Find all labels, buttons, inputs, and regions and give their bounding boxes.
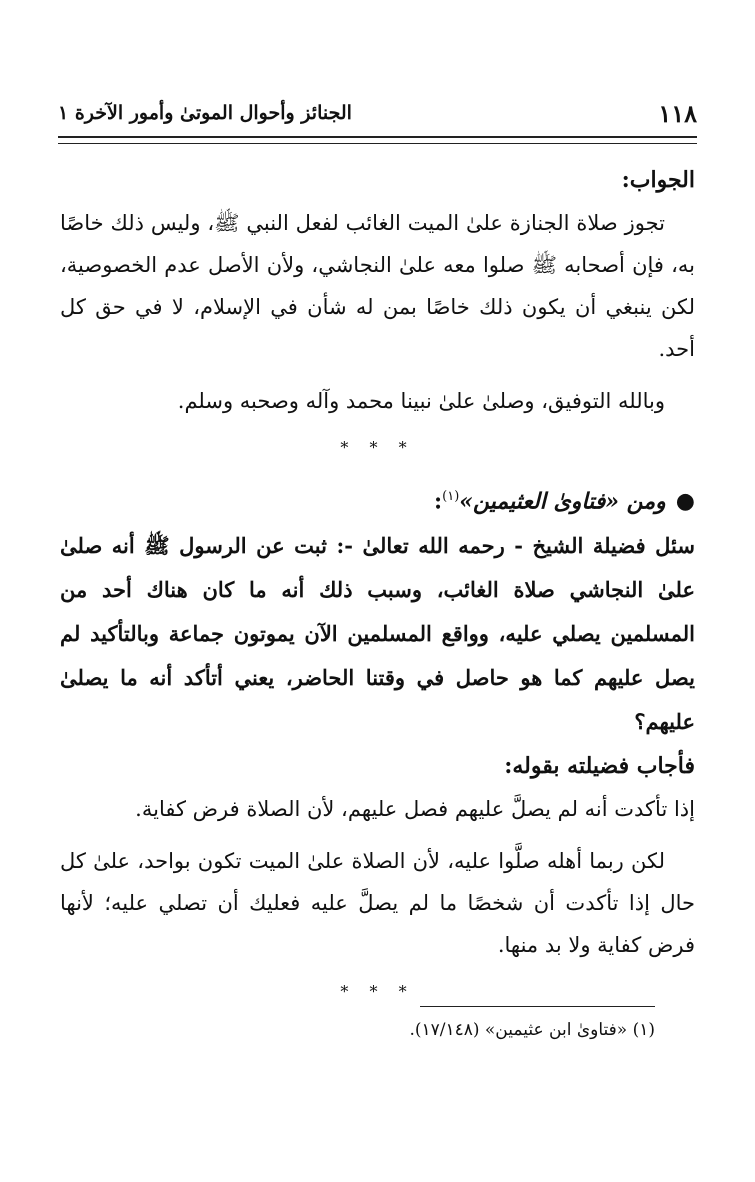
page-number: ١١٨ — [658, 98, 697, 128]
bullet-icon: ● — [675, 488, 695, 515]
running-title: الجنائز وأحوال الموتىٰ وأمور الآخرة ١ — [58, 102, 352, 124]
response-heading: فأجاب فضيلته بقوله: — [504, 753, 695, 780]
question-text: سئل فضيلة الشيخ - رحمه الله تعالىٰ -: ثبت عن الرسول ﷺ أنه صلىٰ علىٰ النجاشي صلاة الغائب، وسبب ذلك أنه ما كان هناك أحد من المسلمين يصلي عليه، وواقع المسلمين الآن يموتون جماعة وبالتأكيد لم يصل عليهم كما هو حاصل في وقتنا الحاضر، يعني أتأكد أنه ما يصلىٰ عليهم؟ — [60, 533, 695, 735]
response-paragraph-2: لكن ربما أهله صلَّوا عليه، لأن الصلاة علىٰ الميت تكون بواحد، علىٰ كل حال إذا تأكدت أن شخصًا ما لم يصلَّ عليه فعليك أن تصلي عليه؛ لأنها فرض كفاية ولا بد منها. — [60, 849, 695, 958]
section-separator-2: * * * — [340, 982, 415, 1002]
closing-paragraph: وبالله التوفيق، وصلىٰ علىٰ نبينا محمد وآله وصحبه وسلم. — [177, 389, 665, 413]
source-title: ومن «فتاوىٰ العثيمين» — [459, 488, 666, 515]
header-rule — [58, 136, 697, 144]
intro-colon: : — [434, 488, 443, 515]
page-header — [58, 96, 697, 130]
footnote-rule — [420, 1006, 655, 1007]
page-body — [60, 158, 695, 1018]
answer-paragraph: تجوز صلاة الجنازة علىٰ الميت الغائب لفعل النبي ﷺ، وليس ذلك خاصًا به، فإن أصحابه ﷺ صلوا معه علىٰ النجاشي، ولأن الأصل عدم الخصوصية، لكن ينبغي أن يكون ذلك خاصًا بمن له شأن في الإسلام، لا في حق كل أحد. — [60, 211, 695, 361]
section-separator: * * * — [340, 438, 415, 457]
response-paragraph-1: إذا تأكدت أنه لم يصلَّ عليهم فصل عليهم، لأن الصلاة فرض كفاية. — [135, 797, 695, 822]
answer-heading: الجواب: — [621, 167, 695, 193]
footnote: (١) «فتاوىٰ ابن عثيمين» (١٧/١٤٨). — [409, 1020, 655, 1040]
footnote-reference[interactable]: (١) — [442, 489, 460, 504]
source-intro — [60, 474, 695, 524]
